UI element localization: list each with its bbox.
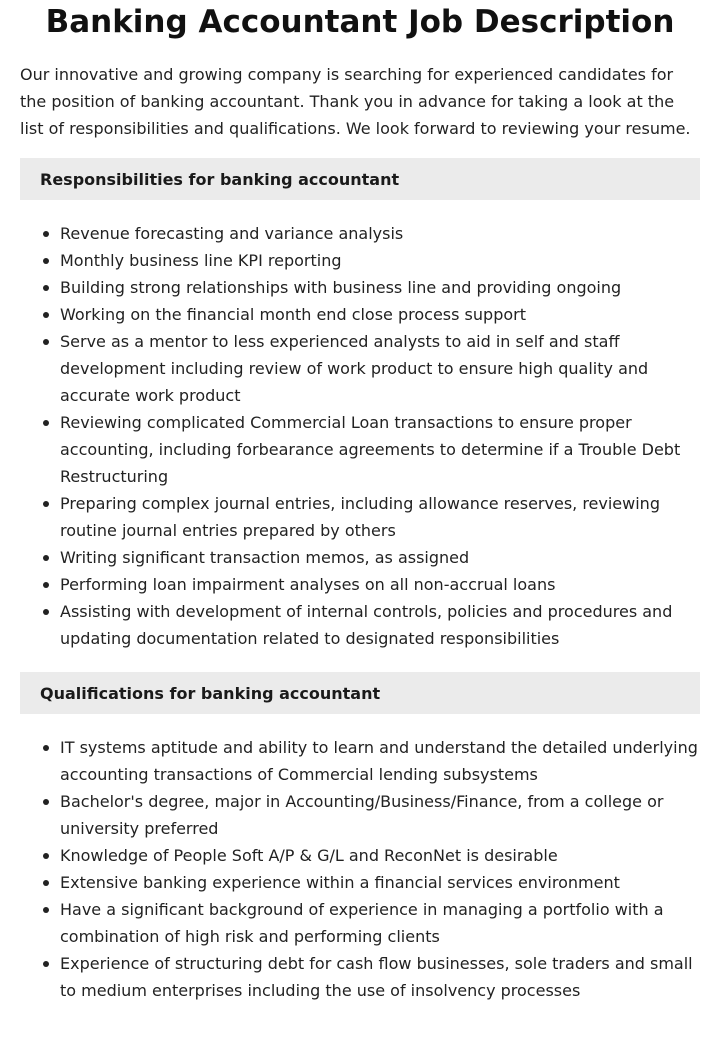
list-item: Working on the financial month end close process support (60, 301, 700, 328)
list-item: Performing loan impairment analyses on all non-accrual loans (60, 571, 700, 598)
list-item: Extensive banking experience within a financial services environment (60, 869, 700, 896)
list-item: Serve as a mentor to less experienced analysts to aid in self and staff development including review of work product to ensure high quality and accurate work product (60, 328, 700, 409)
page-title: Banking Accountant Job Description (45, 4, 675, 40)
list-item: Reviewing complicated Commercial Loan transactions to ensure proper accounting, including forbearance agreements to determine if a Trouble Debt Restructuring (60, 409, 700, 490)
list-item: Monthly business line KPI reporting (60, 247, 700, 274)
list-item: Knowledge of People Soft A/P & G/L and ReconNet is desirable (60, 842, 700, 869)
list-item: Preparing complex journal entries, including allowance reserves, reviewing routine journal entries prepared by others (60, 490, 700, 544)
intro-paragraph: Our innovative and growing company is searching for experienced candidates for the position of banking accountant. Thank you in advance for taking a look at the list of responsibilities and qualifications. We look forward to reviewing your resume. (20, 65, 691, 138)
responsibilities-heading: Responsibilities for banking accountant (20, 158, 700, 200)
list-item: IT systems aptitude and ability to learn and understand the detailed underlying accounting transactions of Commercial lending subsystems (60, 734, 700, 788)
list-item: Bachelor's degree, major in Accounting/Business/Finance, from a college or university preferred (60, 788, 700, 842)
list-item: Assisting with development of internal controls, policies and procedures and updating documentation related to designated responsibilities (60, 598, 700, 652)
qualifications-list (20, 734, 700, 1004)
list-item: Have a significant background of experience in managing a portfolio with a combination of high risk and performing clients (60, 896, 700, 950)
list-item: Building strong relationships with business line and providing ongoing (60, 274, 700, 301)
list-item: Writing significant transaction memos, as assigned (60, 544, 700, 571)
qualifications-heading: Qualifications for banking accountant (20, 672, 700, 714)
list-item: Revenue forecasting and variance analysis (60, 220, 700, 247)
responsibilities-list (20, 220, 700, 652)
list-item: Experience of structuring debt for cash flow businesses, sole traders and small to medium enterprises including the use of insolvency processes (60, 950, 700, 1004)
